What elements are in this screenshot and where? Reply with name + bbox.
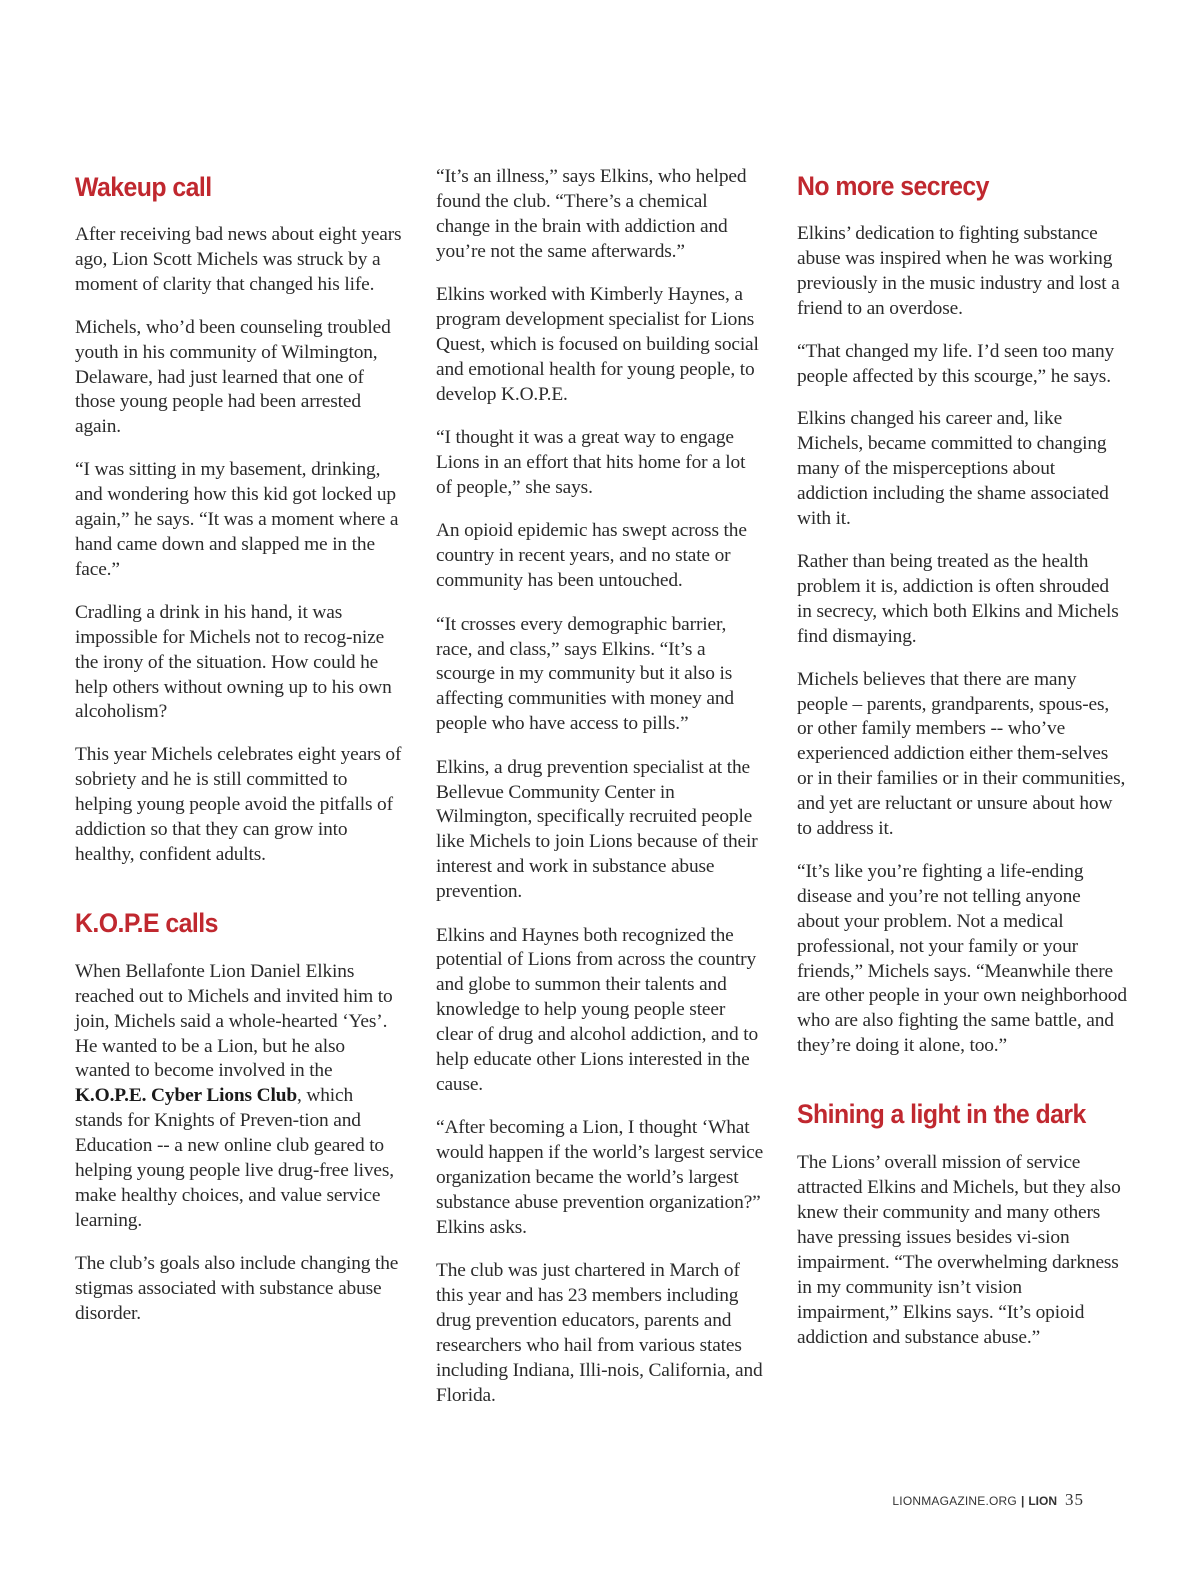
footer-separator: | (1020, 1494, 1025, 1508)
footer-magazine-name: LION (1028, 1494, 1057, 1508)
footer-website: LIONMAGAZINE.ORG (892, 1494, 1017, 1508)
section-heading-no-more-secrecy: No more secrecy (797, 171, 989, 201)
quote-paragraph: “I was sitting in my basement, drinking, and wondering how this kid got locked up again,” he says. “It was a moment where a hand came down and slapped me in the face.” (75, 459, 399, 580)
article-column-2 (436, 165, 764, 1427)
quote-paragraph: “It’s an illness,” says Elkins, who helped found the club. “There’s a chemical change in the brain with addiction and you’re not the same afterwards.” (436, 166, 747, 262)
paragraph: Elkins, a drug prevention specialist at the Bellevue Community Center in Wilmington, specifically recruited people like Michels to join Lions because of their interest and work in substance abuse prevention. (436, 756, 758, 903)
paragraph: After receiving bad news about eight years ago, Lion Scott Michels was struck by a moment of clarity that changed his life. (75, 224, 402, 295)
paragraph: Michels believes that there are many people – parents, grandparents, spous-es, or other family members -- who’ve experienced addiction either them-selves or in their families or in their communities, and yet are reluctant or unsure about how to address it. (797, 668, 1126, 840)
quote-paragraph: “It crosses every demographic barrier, race, and class,” says Elkins. “It’s a scourge in my community but it also is affecting communities with money and people who have access to pills.” (436, 613, 734, 735)
quote-paragraph: “It’s like you’re fighting a life-ending disease and you’re not telling anyone about your problem. Not a medical professional, not your family or your friends,” Michels says. “Meanwhile there are other people in your own neighborhood who are also fighting the same battle, and they’re doing it alone, too.” (797, 860, 1127, 1057)
article-column-1 (75, 163, 403, 1345)
page-number: 35 (1065, 1490, 1084, 1509)
quote-paragraph: “After becoming a Lion, I thought ‘What would happen if the world’s largest service organization became the world’s largest substance abuse prevention organization?” Elkins asks. (436, 1117, 764, 1239)
quote-paragraph: “That changed my life. I’d seen too many people affected by this scourge,” he says. (797, 340, 1115, 387)
paragraph-kope-club (75, 960, 403, 1234)
paragraph: Rather than being treated as the health problem it is, addiction is often shrouded in secrecy, which both Elkins and Michels find dismaying. (797, 550, 1119, 647)
section-heading-kope-calls: K.O.P.E calls (75, 907, 218, 938)
paragraph: The club’s goals also include changing the stigmas associated with substance abuse disorder. (75, 1252, 399, 1324)
paragraph: The club was just chartered in March of this year and has 23 members including drug prevention educators, parents and researchers who hail from various states including Indiana, Illi-nois, California, and Florida. (436, 1260, 763, 1406)
paragraph: Elkins changed his career and, like Michels, became committed to changing many of the misperceptions about addiction including the shame associated with it. (797, 408, 1109, 530)
paragraph: An opioid epidemic has swept across the country in recent years, and no state or community has been untouched. (436, 520, 747, 592)
paragraph: Elkins and Haynes both recognized the potential of Lions from across the country and globe to summon their talents and knowledge to help young people steer clear of drug and alcohol addiction, and to help educate other Lions interested in the cause. (436, 924, 758, 1095)
paragraph: Cradling a drink in his hand, it was impossible for Michels not to recog-nize the irony of the situation. How could he help others without owning up to his own alcoholism? (75, 601, 392, 723)
paragraph: Elkins’ dedication to fighting substance abuse was inspired when he was working previously in the music industry and lost a friend to an overdose. (797, 223, 1120, 319)
paragraph-text: When Bellafonte Lion Daniel Elkins reached out to Michels and invited him to join, Michels said a whole-hearted ‘Yes’. He wanted to be a Lion, but he also wanted to become involved in the (75, 960, 393, 1082)
section-heading-shining-a-light: Shining a light in the dark (797, 1099, 1086, 1130)
article-column-3 (797, 163, 1127, 1368)
quote-paragraph: “I thought it was a great way to engage Lions in an effort that hits home for a lot of people,” she says. (436, 427, 746, 498)
section-heading-wakeup-call: Wakeup call (75, 172, 212, 202)
club-name-bold: K.O.P.E. Cyber Lions Club (75, 1085, 297, 1107)
page-footer (892, 1490, 1084, 1510)
paragraph: Michels, who’d been counseling troubled youth in his community of Wilmington, Delaware, had just learned that one of those young people had been arrested again. (75, 316, 391, 438)
paragraph: This year Michels celebrates eight years of sobriety and he is still committed to helping young people avoid the pitfalls of addiction so that they can grow into healthy, confident adults. (75, 744, 402, 865)
paragraph: Elkins worked with Kimberly Haynes, a program development specialist for Lions Quest, which is focused on building social and emotional health for young people, to develop K.O.P.E. (436, 284, 759, 405)
paragraph-text: , which stands for Knights of Preven-tion and Education -- a new online club geared to helping young people live drug-free lives, make healthy choices, and value service learning. (75, 1085, 394, 1231)
paragraph: The Lions’ overall mission of service attracted Elkins and Michels, but they also knew their community and many others have pressing issues besides vi-sion impairment. “The overwhelming darkness in my community isn’t vision impairment,” Elkins says. “It’s opioid addiction and substance abuse.” (797, 1152, 1121, 1348)
